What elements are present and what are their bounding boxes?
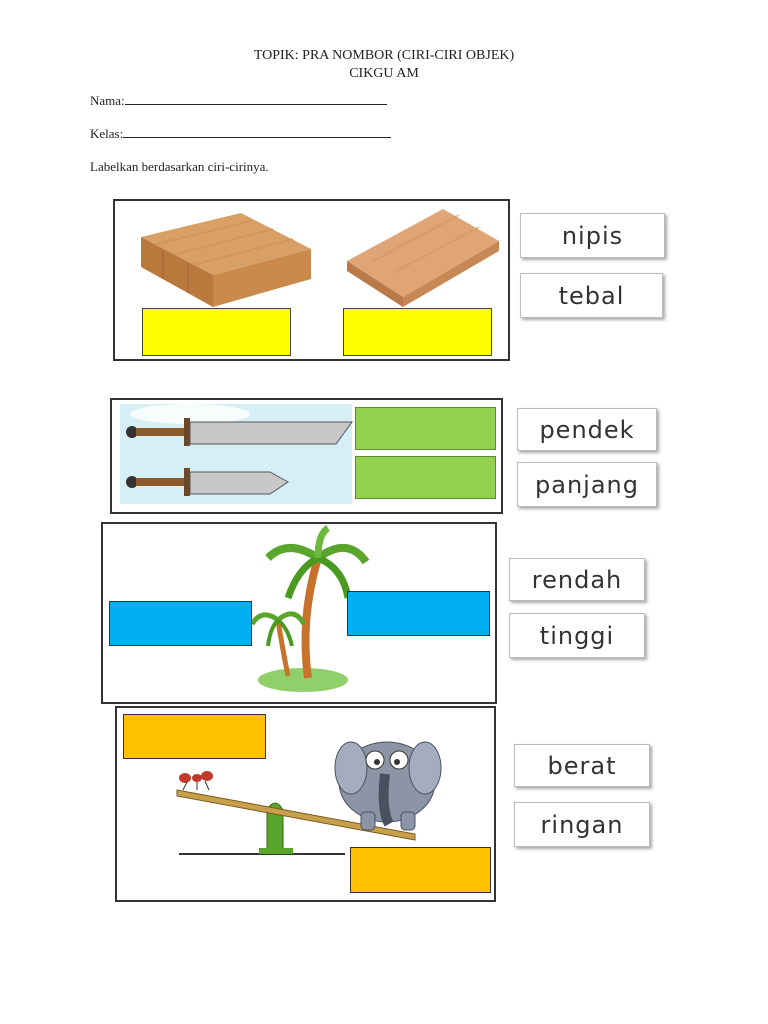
height-panel bbox=[101, 522, 497, 704]
length-panel bbox=[110, 398, 503, 514]
worksheet-teacher: CIKGU AM bbox=[349, 66, 419, 81]
palm-tree-short-icon bbox=[252, 614, 304, 676]
word-card-pendek[interactable]: pendek bbox=[517, 408, 657, 451]
name-blank[interactable] bbox=[125, 104, 387, 105]
short-tree-answer-box[interactable] bbox=[109, 601, 252, 646]
seesaw-illustration bbox=[175, 724, 475, 854]
wooden-board-thin-icon bbox=[343, 205, 503, 315]
name-label: Nama: bbox=[90, 93, 125, 108]
word-card-ringan[interactable]: ringan bbox=[514, 802, 650, 847]
heavy-light-answer-box-bottom[interactable] bbox=[350, 847, 491, 893]
class-blank[interactable] bbox=[123, 137, 391, 138]
thick-board-answer-box[interactable] bbox=[142, 308, 291, 356]
elephant-icon bbox=[335, 742, 441, 830]
tall-tree-answer-box[interactable] bbox=[347, 591, 490, 636]
weight-panel bbox=[115, 706, 496, 902]
word-card-berat[interactable]: berat bbox=[514, 744, 650, 787]
wooden-board-thick-icon bbox=[133, 209, 313, 309]
instruction-text: Labelkan berdasarkan ciri-cirinya. bbox=[90, 159, 269, 174]
word-card-rendah[interactable]: rendah bbox=[509, 558, 645, 601]
worksheet-topic: TOPIK: PRA NOMBOR (CIRI-CIRI OBJEK) bbox=[253, 48, 515, 63]
word-card-nipis[interactable]: nipis bbox=[520, 213, 665, 258]
name-row bbox=[90, 93, 387, 109]
long-sword-answer-box[interactable] bbox=[355, 407, 496, 450]
class-label: Kelas: bbox=[90, 126, 124, 141]
thin-board-answer-box[interactable] bbox=[343, 308, 492, 356]
word-card-tebal[interactable]: tebal bbox=[520, 273, 663, 318]
word-card-tinggi[interactable]: tinggi bbox=[509, 613, 645, 658]
class-row bbox=[90, 126, 391, 142]
ant-icon bbox=[179, 771, 213, 790]
short-sword-answer-box[interactable] bbox=[355, 456, 496, 499]
word-card-panjang[interactable]: panjang bbox=[517, 462, 657, 507]
sword-illustrations bbox=[120, 404, 360, 504]
thickness-panel bbox=[113, 199, 510, 361]
